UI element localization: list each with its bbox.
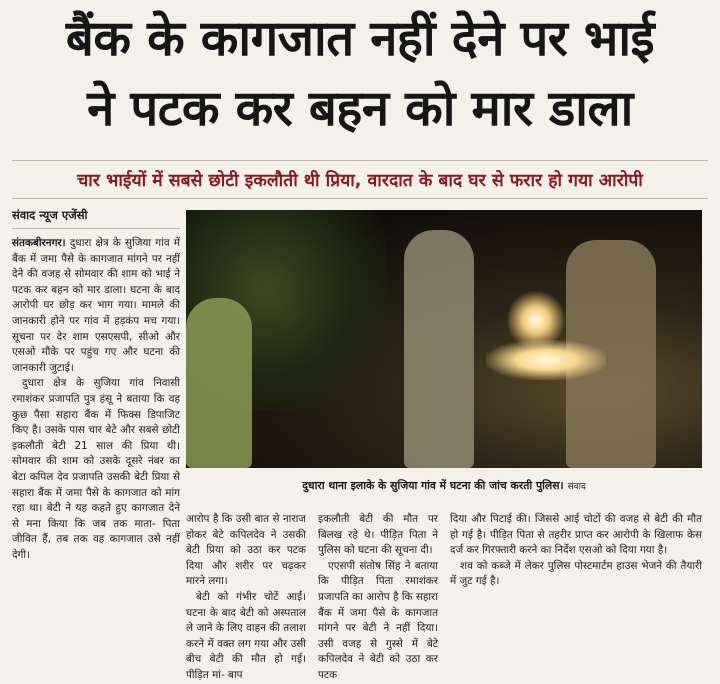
article-paragraph: दुधारा क्षेत्र के सुजिया गांव निवासी रमाशंकर प्रजापति पुत्र हंसू ने बताया कि वह कुछ पैसा सहारा बैंक में फिक्स डिपाजिट किए है। उसके पास चार बेटे और सबसे छोटी इकलौती बेटी 21 साल की प्रिया थी। सोमवार की शाम को उसके दूसरे नंबर का बेटा कपिल देव प्रजापति उसकी बेटी प्रिया से सहारा बैंक में जमा पैसे के कागजात को मांग रहा था। बेटी ने यह कहते हुए कागजात देने से मना किया कि जब तक माता- पिता जीवित हैं, तब तक वह कागजात उसे नहीं देगी।	[12, 377, 180, 561]
byline-divider	[12, 228, 180, 229]
divider	[12, 160, 708, 161]
article-column-2	[186, 512, 306, 684]
photo-police-officer	[404, 230, 474, 468]
article-column-3	[318, 512, 438, 684]
headline-line-2: ने पटक कर बहन को मार डाला	[87, 80, 633, 137]
news-photo	[186, 210, 702, 468]
photo-person-left	[186, 298, 252, 468]
caption-text: दुधारा थाना इलाके के सुजिया गांव में घटना की जांच करती पुलिस।	[302, 479, 564, 492]
article-paragraph: आरोप है कि उसी बात से नाराज होकर बेटे कपिलदेव ने उसकी बेटी प्रिया को उठा कर पटक दिया और शरीर पर चढ़कर मारने लगा।	[186, 513, 306, 588]
article-paragraph	[12, 236, 180, 376]
agency-byline: संवाद न्यूज एजेंसी	[12, 208, 88, 222]
article-paragraph: इकलौती बेटी की मौत पर बिलख रहे थे। पीड़ित पिता ने पुलिस को घटना की सूचना दी।	[318, 513, 438, 557]
article-column-4	[450, 512, 702, 590]
headline-line-1: बैंक के कागजात नहीं देने पर भाई	[65, 10, 655, 67]
article-paragraph: एएसपी संतोष सिंह ने बताया कि पीड़ित पिता रमाशंकर प्रजापति का आरोप है कि सहारा बैंक में जमा पैसे के कागजात मांगने पर बेटी ने नहीं दिया। उसी वजह से गुस्से में बेटे कपिलदेव ने बेटी को उठा कर पटक	[318, 559, 438, 681]
article-paragraph: शव को कब्जे में लेकर पुलिस पोस्टमार्टम हाउस भेजने की तैयारी में जुट गई है।	[450, 559, 702, 588]
article-column-1	[12, 236, 180, 563]
divider	[12, 198, 708, 199]
article-paragraph: बेटी को गंभीर चोटें आईं। घटना के बाद बेटी को अस्पताल ले जाने के लिए वाहन की तलाश करने में वक्त लग गया और उसी बीच बेटी की मौत हो गई। पीड़ित मां- बाप	[186, 590, 306, 681]
paragraph-text: दुधारा क्षेत्र के सुजिया गांव में बैंक में जमा पैसे के कागजात मांगने पर नहीं देने की वजह से सोमवार की शाम को भाई ने पटक कर बहन को मार डाला। घटना के बाद आरोपी घर छोड़ कर भाग गया। मामले की जानकारी होने पर गांव में हड़कंप मच गया। सूचना पर देर शाम एसएसपी, सीओ और एसओ मौके पर पहुंच गए और घटना की जानकारी जुटाई।	[12, 237, 180, 374]
headline	[0, 4, 720, 144]
subheadline: चार भाईयों में सबसे छोटी इकलौती थी प्रिया, वारदात के बाद घर से फरार हो गया आरोपी	[77, 171, 643, 191]
article-paragraph: दिया और पिटाई की। जिससे आई चोटों की वजह से बेटी की मौत हो गई है। पीड़ित पिता से तहरीर प्राप्त कर आरोपी के खिलाफ केस दर्ज कर गिरफ्तारी करने का निर्देश एसओ को दिया गया है।	[450, 513, 702, 557]
photo-torch-light	[486, 340, 606, 380]
photo-caption	[186, 478, 702, 493]
dateline: संतकबीरनगर।	[12, 237, 66, 249]
caption-tag: संवाद	[567, 482, 586, 492]
